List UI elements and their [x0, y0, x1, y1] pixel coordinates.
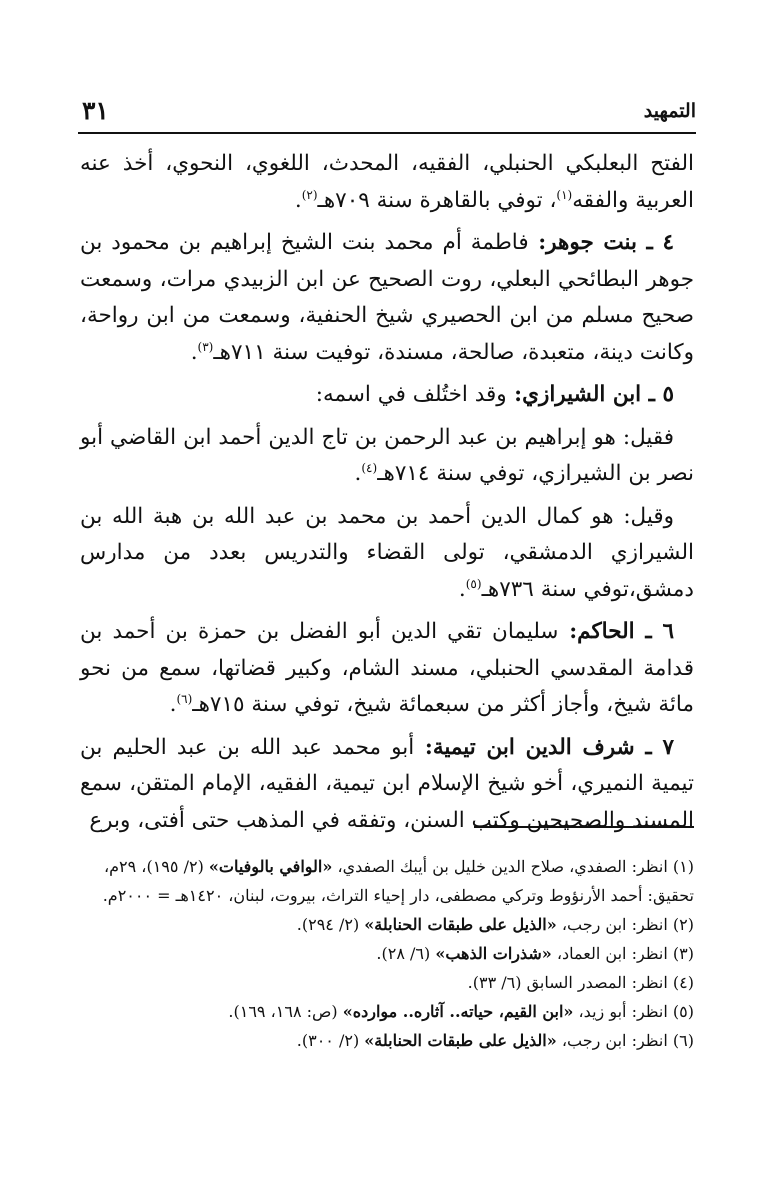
- text-run: (٦) انظر: ابن رجب،: [556, 1031, 694, 1050]
- running-header: [78, 96, 696, 136]
- text-run: فقيل: هو إبراهيم بن عبد الرحمن بن تاج الدين أحمد ابن القاضي أبو نصر بن الشيرازي، توفي سنة ٧١٤هـ: [80, 424, 694, 486]
- text-run: (١) انظر: الصفدي، صلاح الدين خليل بن أيبك الصفدي،: [332, 857, 694, 876]
- text-run: (٥) انظر: أبو زيد،: [573, 1002, 694, 1021]
- footnote-ref: (٤): [361, 460, 378, 475]
- text-run: ، توفي بالقاهرة سنة ٧٠٩هـ: [317, 187, 557, 213]
- text-run: أبو محمد عبد الله بن عبد الحليم بن تيمية النميري، أخو شيخ الإسلام ابن تيمية، الفقيه، الإمام المتقن، سمع المسند والصحيحين وكتب السنن، وتفقه في المذهب حتى أفتى، وبرع: [80, 734, 694, 833]
- page-number: ٣١: [82, 96, 109, 125]
- main-text: [80, 146, 694, 845]
- footnote-ref: (٢): [301, 187, 318, 202]
- bold-heading: ٥ ـ ابن الشيرازي:: [506, 382, 674, 407]
- text-run: .: [294, 187, 302, 213]
- running-title: التمهيد: [643, 100, 696, 122]
- footnote-item: [80, 968, 694, 997]
- text-run: (٢/ ٢٩٤).: [296, 915, 365, 934]
- text-run: .: [354, 461, 362, 486]
- text-run: (ص: ١٦٨، ١٦٩).: [228, 1002, 343, 1021]
- text-run: فاطمة أم محمد بنت الشيخ إبراهيم بن محمود بن جوهر البطائحي البعلي، روت الصحيح عن ابن الزبيدي مرات، وسمعت صحيح مسلم من ابن الحصيري شيخ الحنفية، وسمعت من ابن رواحة، وكانت دينة، متعبدة، صالحة، مسندة، توفيت سنة ٧١١هـ: [80, 230, 694, 365]
- text-run: سليمان تقي الدين أبو الفضل بن حمزة بن أحمد بن قدامة المقدسي الحنبلي، مسند الشام، وكبير قضاتها، سمع من نحو مائة شيخ، وأجاز أكثر من سبعمائة شيخ، توفي سنة ٧١٥هـ: [80, 619, 694, 717]
- text-run: (٤) انظر: المصدر السابق (٦/ ٣٣).: [467, 973, 694, 992]
- text-run: وقيل: هو كمال الدين أحمد بن محمد بن عبد الله بن هبة الله بن الشيرازي الدمشقي، تولى القضاء والتدريس بعدد من مدارس دمشق،توفي سنة ٧٣٦هـ: [80, 503, 694, 602]
- footnote-item: [80, 1026, 694, 1055]
- footnotes: [80, 852, 694, 1055]
- paragraph: [80, 730, 694, 840]
- text-run: (٣) انظر: ابن العماد،: [551, 944, 694, 963]
- paragraph: [80, 225, 694, 371]
- text-run: (٢/ ١٩٥)، ٢٩م، تحقيق: أحمد الأرنؤوط وتركي مصطفى، دار إحياء التراث، بيروت، لبنان، ١٤٢٠هـ = ٢٠٠٠م.: [102, 857, 694, 905]
- text-run: وقد اختُلف في اسمه:: [315, 382, 507, 407]
- paragraph: [80, 146, 694, 219]
- text-run: .: [169, 692, 177, 717]
- bold-heading: ٤ ـ بنت جوهر:: [528, 230, 674, 255]
- text-run: (٦/ ٢٨).: [376, 944, 436, 963]
- text-run: (٢) انظر: ابن رجب،: [556, 915, 694, 934]
- paragraph: [80, 499, 694, 609]
- footnote-item: [80, 997, 694, 1026]
- footnote-separator: [474, 826, 694, 828]
- text-run: (٢/ ٣٠٠).: [296, 1031, 365, 1050]
- footnote-ref: (٥): [465, 576, 482, 591]
- bold-heading: «الوافي بالوفيات»: [208, 857, 333, 876]
- footnote-item: [80, 939, 694, 968]
- footnote-ref: (٦): [176, 691, 193, 706]
- bold-heading: ٧ ـ شرف الدين ابن تيمية:: [414, 734, 674, 760]
- bold-heading: «الذيل على طبقات الحنابلة»: [364, 915, 557, 934]
- text-run: الفتح البعلبكي الحنبلي، الفقيه، المحدث، اللغوي، النحوي، أخذ عنه العربية والفقه: [80, 151, 694, 213]
- footnote-ref: (٣): [197, 339, 214, 354]
- bold-heading: ٦ ـ الحاكم:: [558, 619, 674, 644]
- footnote-item: [80, 910, 694, 939]
- header-rule: [78, 132, 696, 134]
- paragraph: [80, 614, 694, 724]
- bold-heading: «الذيل على طبقات الحنابلة»: [364, 1031, 557, 1050]
- bold-heading: «شذرات الذهب»: [435, 944, 552, 963]
- text-run: .: [190, 339, 198, 365]
- footnote-ref: (١): [556, 187, 573, 202]
- paragraph: [80, 377, 694, 414]
- bold-heading: «ابن القيم، حياته.. آثاره.. موارده»: [342, 1002, 574, 1021]
- text-run: .: [458, 576, 466, 602]
- footnote-item: [80, 852, 694, 910]
- paragraph: [80, 420, 694, 493]
